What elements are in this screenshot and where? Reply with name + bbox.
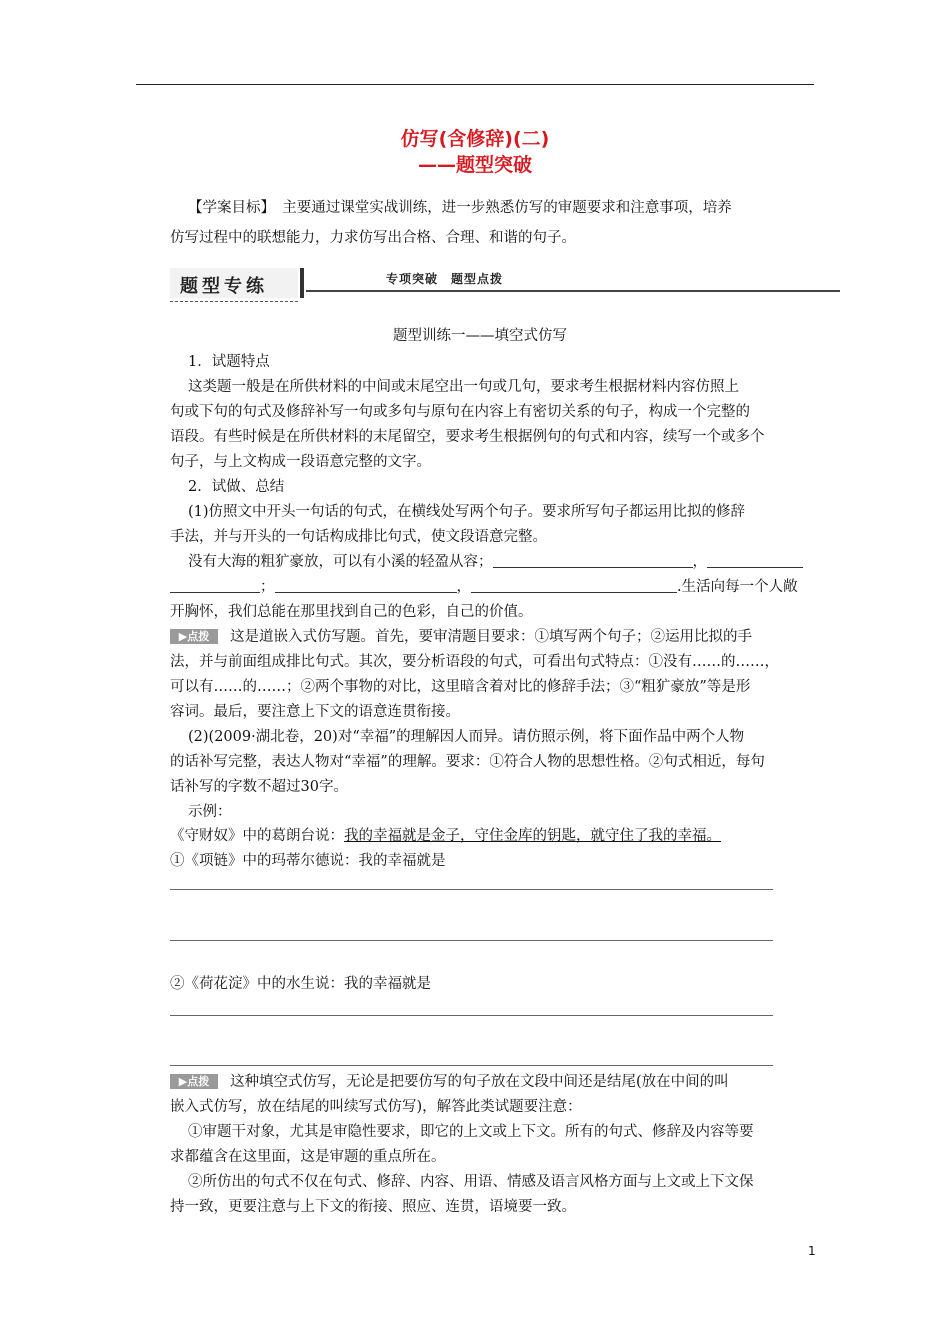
item-1: ①《项链》中的玛蒂尔德说：我的幸福就是 — [170, 853, 446, 869]
s1-heading: 1．试题特点 — [188, 354, 270, 370]
answer-line-1[interactable] — [170, 889, 773, 890]
answer-line-4[interactable] — [170, 1065, 773, 1066]
q1-line-2: 手法，并与开头的一句话构成排比句式，使文段语意完整。 — [170, 529, 547, 545]
example-answer: 我的幸福就是金子，守住金库的钥匙，就守住了我的幸福。 — [344, 828, 721, 844]
objective-line-2: 仿写过程中的联想能力，力求仿写出合格、合理、和谐的句子。 — [170, 230, 576, 246]
q1-line-1: (1)仿照文中开头一句话的句式，在横线处写两个句子。要求所写句子都运用比拟的修辞 — [188, 504, 746, 520]
answer-line-2[interactable] — [170, 940, 773, 941]
s2-heading: 2．试做、总结 — [188, 479, 285, 495]
tip1-line-3: 可以有……的……；②两个事物的对比，这里暗含着对比的修辞手法；③“粗犷豪放”等是形 — [170, 679, 751, 695]
tip1-line-2: 法，并与前面组成排比句式。其次，要分析语段的句式，可看出句式特点：①没有……的……， — [170, 654, 779, 670]
s1-line-1: 这类题一般是在所供材料的中间或末尾空出一句或几句，要求考生根据材料内容仿照上 — [188, 379, 739, 395]
item-2: ②《荷花淀》中的水生说：我的幸福就是 — [170, 976, 431, 992]
band-title: 题型专练 — [180, 276, 268, 297]
answer-blank-3[interactable] — [275, 578, 457, 593]
header-rule — [136, 84, 814, 85]
section-title: 题型训练一——填空式仿写 — [393, 328, 567, 344]
tip-badge-2: ▶点拨 — [170, 1074, 218, 1089]
tip2-line-4: 求都蕴含在这里面，这是审题的重点所在。 — [170, 1149, 446, 1165]
answer-blank-2-cont[interactable] — [170, 578, 260, 593]
q2-line-1: (2)(2009·湖北卷，20)对“幸福”的理解因人而异。请仿照示例，将下面作品中两个人物 — [188, 729, 745, 745]
q1-passage-line-2: ； ， .生活向每一个人敞 — [170, 577, 798, 597]
q1-passage-line-3: 开胸怀，我们总能在那里找到自己的色彩，自己的价值。 — [170, 604, 533, 620]
section-band — [170, 268, 840, 306]
page-number: 1 — [808, 1244, 816, 1258]
objective-label: 【学案目标】 — [188, 200, 268, 216]
answer-blank-2[interactable] — [707, 553, 803, 568]
page-subtitle: ——题型突破 — [417, 154, 532, 176]
example-label: 示例： — [188, 804, 232, 820]
tip2-line-5: ②所仿出的句式不仅在句式、修辞、内容、用语、情感及语言风格方面与上文或上下文保 — [188, 1174, 754, 1190]
q2-line-3: 话补写的字数不超过30字。 — [170, 779, 348, 795]
tip2-line-1: ▶点拨 这种填空式仿写，无论是把要仿写的句子放在文段中间还是结尾(放在中间的叫 — [170, 1072, 729, 1092]
objective-line-1: 【学案目标】 主要通过课堂实战训练，进一步熟悉仿写的审题要求和注意事项，培养 — [188, 200, 732, 216]
tip-badge: ▶点拨 — [170, 629, 218, 644]
q2-line-2: 的话补写完整，表达人物对“幸福”的理解。要求：①符合人物的思想性格。②句式相近，每句 — [170, 754, 765, 770]
band-subtitle: 专项突破 题型点拨 — [386, 272, 504, 286]
tip1-line-1: ▶点拨 这是道嵌入式仿写题。首先，要审清题目要求：①填写两个句子；②运用比拟的手 — [170, 627, 752, 647]
s1-line-3: 语段。有些时候是在所供材料的末尾留空，要求考生根据例句的句式和内容，续写一个或多个 — [170, 429, 765, 445]
s1-line-4: 句子，与上文构成一段语意完整的文字。 — [170, 454, 431, 470]
tip2-line-6: 持一致，更要注意与上下文的衔接、照应、连贯，语境要一致。 — [170, 1199, 576, 1215]
example-line: 《守财奴》中的葛朗台说：我的幸福就是金子，守住金库的钥匙，就守住了我的幸福。 — [170, 828, 721, 844]
tip2-line-2: 嵌入式仿写，放在结尾的叫续写式仿写)，解答此类试题要注意： — [170, 1099, 582, 1115]
answer-blank-1[interactable] — [493, 553, 693, 568]
page-title: 仿写(含修辞)(二) — [400, 128, 550, 150]
tip1-line-4: 容词。最后，要注意上下文的语意连贯衔接。 — [170, 704, 460, 720]
q1-passage-line-1: 没有大海的粗犷豪放，可以有小溪的轻盈从容； ， — [188, 552, 803, 572]
answer-line-3[interactable] — [170, 1015, 773, 1016]
s1-line-2: 句或下句的句式及修辞补写一句或多句与原句在内容上有密切关系的句子，构成一个完整的 — [170, 404, 750, 420]
answer-blank-4[interactable] — [471, 578, 677, 593]
tip2-line-3: ①审题干对象，尤其是审隐性要求，即它的上文或上下文。所有的句式、修辞及内容等要 — [188, 1124, 754, 1140]
